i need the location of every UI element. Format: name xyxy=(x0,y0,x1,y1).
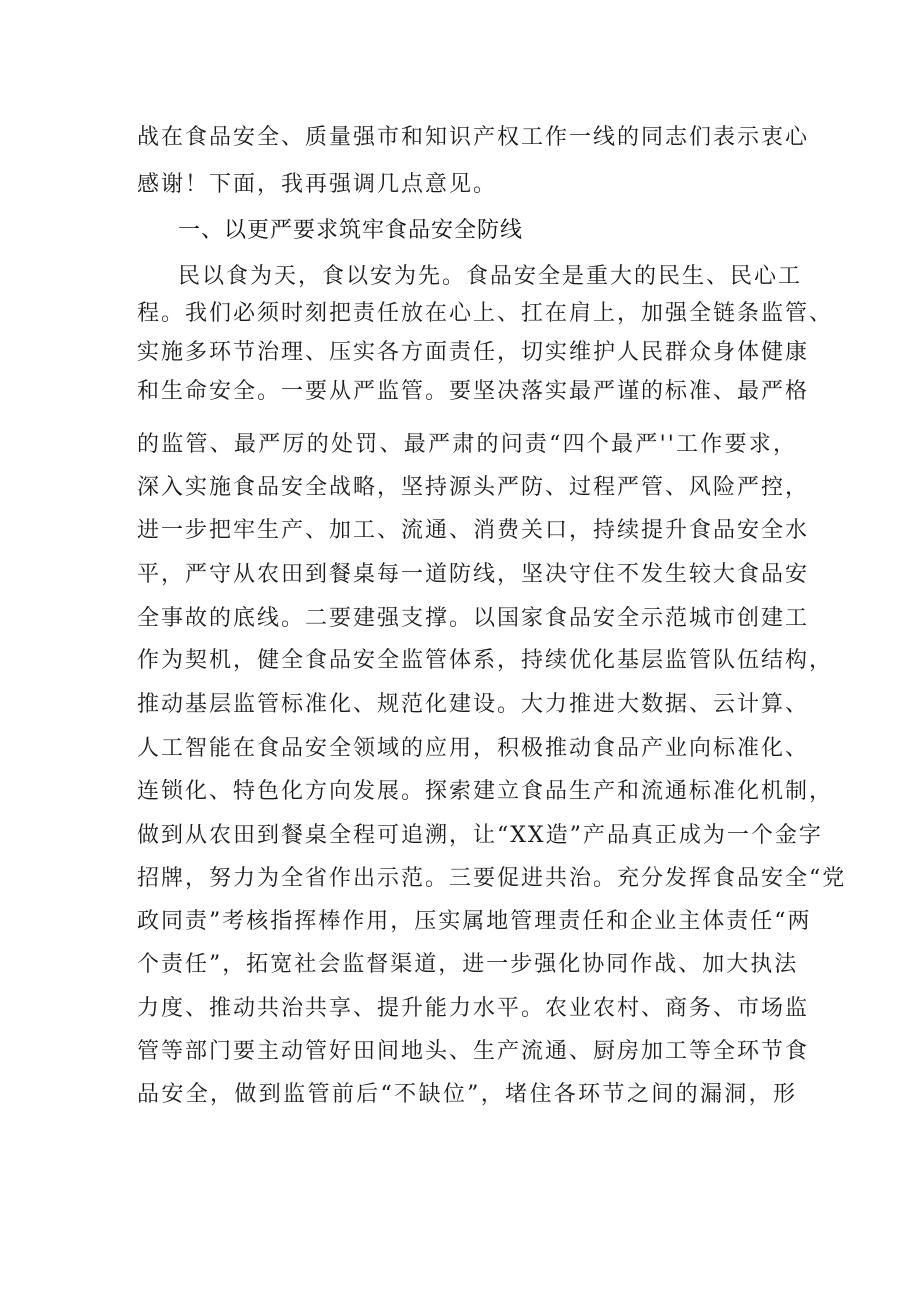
paragraph-line: 力度、推动共治共享、提升能力水平。农业农村、商务、市场监 xyxy=(137,996,810,1021)
paragraph-line: 深入实施食品安全战略，坚持源头严防、过程严管、风险严控， xyxy=(137,475,810,500)
paragraph-line: 和生命安全。一要从严监管。要坚决落实最严谨的标准、最严格 xyxy=(137,379,810,404)
paragraph-line: 个责任”，拓宽社会监督渠道，进一步强化协同作战、加大执法 xyxy=(137,952,799,977)
paragraph-line: 的监管、最严厉的处罚、最严肃的问责“四个最严''工作要求， xyxy=(137,432,797,457)
paragraph-line: 民以食为天，食以安为先。食品安全是重大的民生、民心工 xyxy=(178,264,803,289)
paragraph-line: 平，严守从农田到餐桌每一道防线，坚决守住不发生较大食品安 xyxy=(137,562,810,587)
paragraph-line: 进一步把牢生产、加工、流通、消费关口，持续提升食品安全水 xyxy=(137,518,810,543)
paragraph-line: 战在食品安全、质量强市和知识产权工作一线的同志们表示衷心 xyxy=(137,125,810,150)
paragraph-line: 人工智能在食品安全领域的应用，积极推动食品产业向标准化、 xyxy=(137,736,810,761)
paragraph-line: 推动基层监管标准化、规范化建设。大力推进大数据、云计算、 xyxy=(137,692,810,717)
section-heading: 一、以更严要求筑牢食品安全防线 xyxy=(178,218,524,243)
paragraph-line: 做到从农田到餐桌全程可追溯，让“XX造”产品真正成为一个金字 xyxy=(137,823,823,848)
paragraph-line: 品安全，做到监管前后“不缺位”，堵住各环节之间的漏洞，形 xyxy=(137,1082,797,1107)
paragraph-line: 管等部门要主动管好田间地头、生产流通、厨房加工等全环节食 xyxy=(137,1039,810,1064)
paragraph-line: 作为契机，健全食品安全监管体系，持续优化基层监管队伍结构， xyxy=(137,648,834,673)
paragraph-line: 程。我们必须时刻把责任放在心上、扛在肩上，加强全链条监管、 xyxy=(137,301,834,326)
paragraph-line: 感谢！下面，我再强调几点意见。 xyxy=(137,172,498,197)
paragraph-line: 全事故的底线。二要建强支撑。以国家食品安全示范城市创建工 xyxy=(137,606,810,631)
paragraph-line: 政同责”考核指挥棒作用，压实属地管理责任和企业主体责任“两 xyxy=(137,909,812,934)
paragraph-line: 连锁化、特色化方向发展。探索建立食品生产和流通标准化机制， xyxy=(137,779,834,804)
paragraph-line: 招牌，努力为全省作出示范。三要促进共治。充分发挥食品安全“党 xyxy=(137,866,847,891)
paragraph-line: 实施多环节治理、压实各方面责任，切实维护人民群众身体健康 xyxy=(137,340,810,365)
